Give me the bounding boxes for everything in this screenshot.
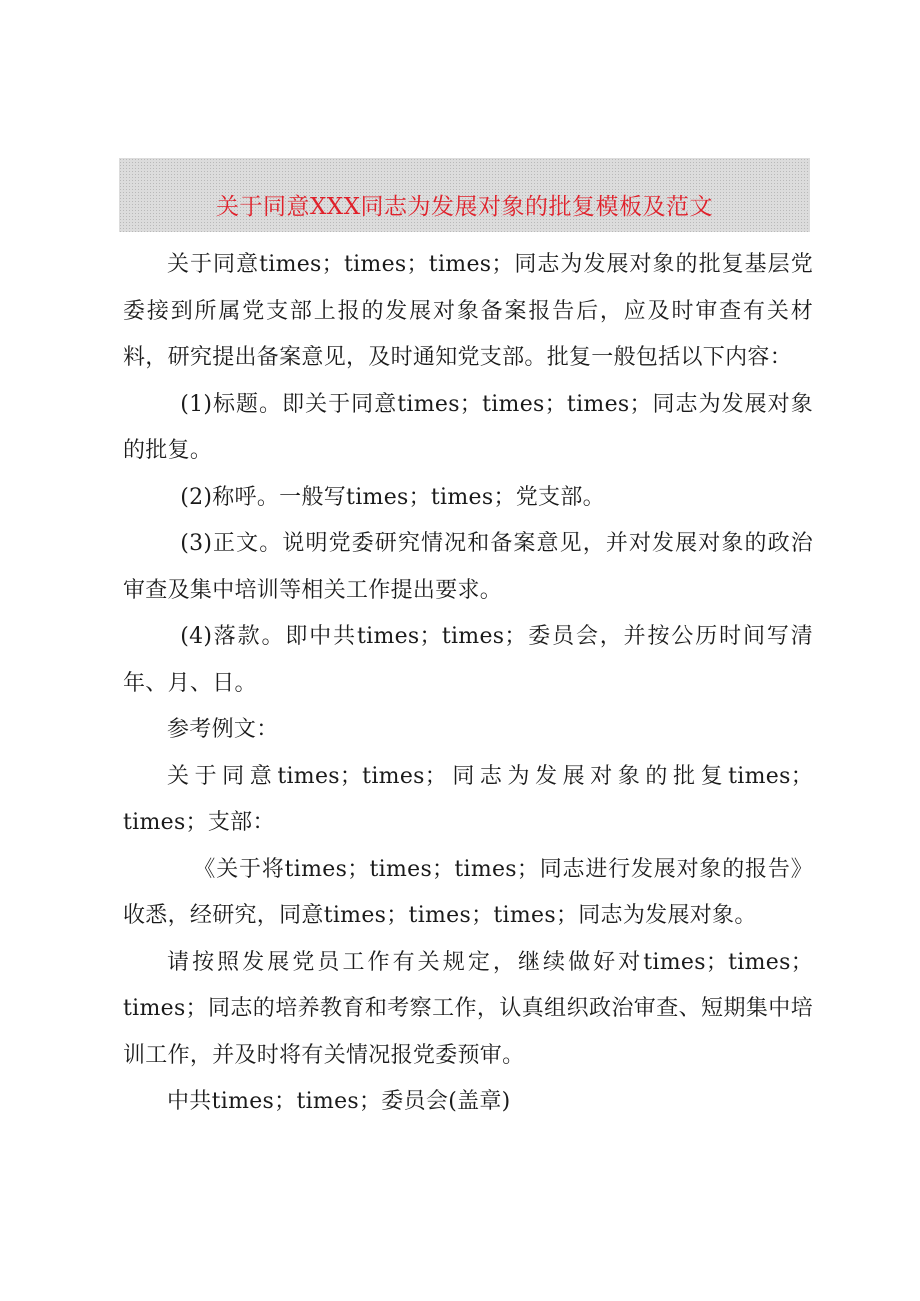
paragraph-example-heading: 参考例文： [167, 717, 279, 742]
document-title: 关于同意XXX同志为发展对象的批复模板及范文 [215, 194, 714, 220]
paragraph-example-received: 《关于将times；times；times；同志进行发展对象的报告》收悉，经研究，同意times；times；times；同志为发展对象。 [123, 856, 813, 928]
paragraph-example-request: 请按照发展党员工作有关规定，继续做好对times；times；times；同志的培养教育和考察工作，认真组织政治审查、短期集中培训工作，并及时将有关情况报党委预审。 [123, 949, 813, 1068]
paragraph-item-body: (3)正文。说明党委研究情况和备案意见，并对发展对象的政治审查及集中培训等相关工作提出要求。 [123, 531, 813, 603]
paragraph-intro: 关于同意times；times；times；同志为发展对象的批复基层党委接到所属党支部上报的发展对象备案报告后，应及时审查有关材料，研究提出备案意见，及时通知党支部。批复一般包括以下内容： [123, 252, 813, 370]
title-banner [119, 158, 810, 232]
paragraph-item-signature: (4)落款。即中共times；times；委员会，并按公历时间写清年、月、日。 [123, 624, 813, 696]
paragraph-item-salutation: (2)称呼。一般写times；times；党支部。 [180, 484, 605, 510]
document-body [123, 242, 813, 1126]
paragraph-example-signature: 中共times；times；委员会(盖章) [167, 1089, 511, 1114]
paragraph-example-title: 关于同意times；times；同志为发展对象的批复times；times；支部： [123, 763, 813, 835]
paragraph-item-title: (1)标题。即关于同意times；times；times；同志为发展对象的批复。 [123, 391, 813, 463]
